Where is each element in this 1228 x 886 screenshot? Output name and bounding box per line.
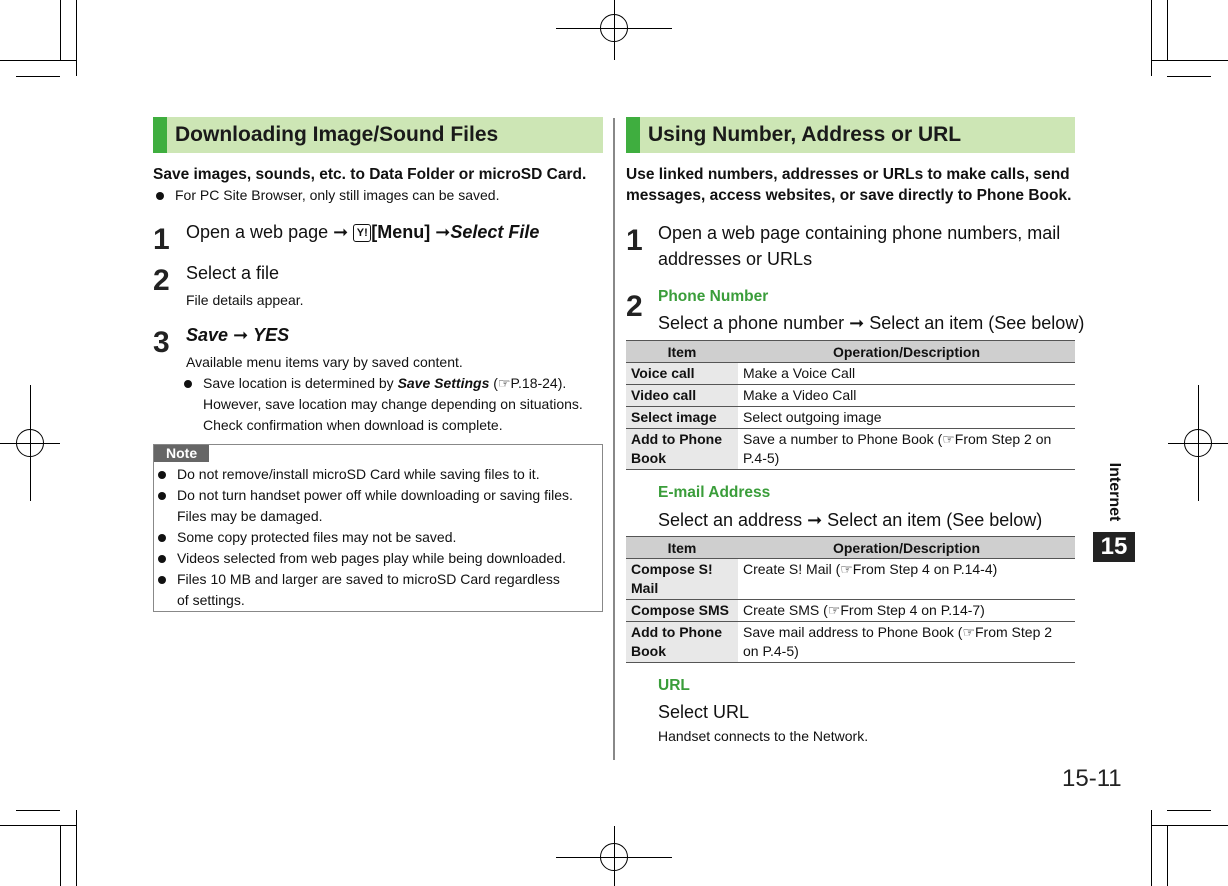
note-item: Do not turn handset power off while downloading or saving files.: [155, 485, 595, 506]
step-number-1: 1: [153, 223, 170, 256]
crop-mark: [1151, 825, 1228, 826]
crosshair: [1198, 385, 1199, 501]
crop-mark: [1151, 60, 1228, 61]
url-label: URL: [658, 677, 690, 694]
crop-mark: [1151, 0, 1152, 76]
crop-mark: [16, 76, 60, 77]
crop-mark: [0, 60, 76, 61]
note-item: Some copy protected files may not be saved.: [155, 527, 595, 548]
phone-number-text: Select a phone number ➞ Select an item (See below): [658, 313, 1085, 333]
note-item: Files 10 MB and larger are saved to microSD Card regardless of settings.: [155, 569, 575, 611]
step-3-text: Save ➞ YES: [186, 325, 290, 345]
table-row: Compose S! Mail Create S! Mail (☞From Step 4 on P.14-4): [626, 559, 1075, 600]
arrow-icon: ➞: [233, 325, 249, 345]
crosshair: [614, 826, 615, 886]
crop-mark: [76, 0, 77, 76]
arrow-icon: ➞: [435, 222, 451, 242]
crosshair: [30, 385, 31, 501]
lead-bullet: For PC Site Browser, only still images can be saved.: [153, 185, 603, 206]
note-item-continued: Files may be damaged.: [177, 508, 323, 524]
step-number-2: 2: [153, 264, 170, 297]
phone-number-table: Item Operation/Description Voice call Make a Voice Call Video call Make a Video Call Select image Select outgoing image Add to Phone Book Save a number to Phone Book (☞From Step 2 on P.4-5): [626, 340, 1075, 470]
section-lead: Save images, sounds, etc. to Data Folder or microSD Card.: [153, 166, 587, 183]
table-row: Video call Make a Video Call: [626, 385, 1075, 407]
step-number-2: 2: [626, 290, 643, 323]
crosshair: [614, 0, 615, 60]
email-address-label: E-mail Address: [658, 484, 771, 501]
crop-mark: [60, 0, 61, 60]
crop-mark: [0, 825, 76, 826]
crop-mark: [1167, 810, 1211, 811]
step-1-text: Open a web page containing phone numbers, mail addresses or URLs: [658, 223, 1061, 269]
column-divider: [613, 118, 615, 760]
table-row: Add to Phone Book Save a number to Phone Book (☞From Step 2 on P.4-5): [626, 429, 1075, 470]
step-1-text: Open a web page ➞ Y! [Menu] ➞Select File: [186, 222, 540, 242]
step-2-sub: File details appear.: [186, 292, 304, 308]
yahoo-key-icon: Y!: [353, 224, 371, 242]
page-number: 15-11: [1062, 765, 1122, 792]
crop-mark: [16, 810, 60, 811]
note-label: Note: [154, 445, 209, 462]
section-lead: Use linked numbers, addresses or URLs to make calls, send messages, access websites, or save directly to Phone Book.: [626, 166, 1072, 204]
url-text: Select URL: [658, 702, 750, 722]
email-address-table: Item Operation/Description Compose S! Mail Create S! Mail (☞From Step 4 on P.14-4) Compose SMS Create SMS (☞From Step 4 on P.14-7) Add to Phone Book Save mail address to Phone Book (☞From Step 2 on P.4-5): [626, 536, 1075, 663]
crop-mark: [1167, 826, 1168, 886]
chapter-number: 15: [1093, 532, 1135, 562]
section-title-using-number: Using Number, Address or URL: [626, 117, 1075, 153]
arrow-icon: ➞: [333, 222, 349, 242]
table-row: Voice call Make a Voice Call: [626, 363, 1075, 385]
step-number-3: 3: [153, 326, 170, 359]
note-item: Videos selected from web pages play while being downloaded.: [155, 548, 595, 569]
section-title-downloading: Downloading Image/Sound Files: [153, 117, 603, 153]
table-row: Compose SMS Create SMS (☞From Step 4 on P.14-7): [626, 600, 1075, 622]
table-row: Add to Phone Book Save mail address to Phone Book (☞From Step 2 on P.4-5): [626, 622, 1075, 663]
step-number-1: 1: [626, 224, 643, 257]
step-3-bullet: Save location is determined by Save Settings (☞P.18-24). However, save location may change depending on situations. Check confirmation when download is complete.: [181, 373, 605, 436]
note-item: Do not remove/install microSD Card while saving files to it.: [155, 464, 595, 485]
email-address-text: Select an address ➞ Select an item (See below): [658, 510, 1043, 530]
step-3-sub: Available menu items vary by saved content.: [186, 354, 463, 370]
crop-mark: [1151, 810, 1152, 886]
chapter-tab: [1102, 455, 1128, 530]
crop-mark: [1167, 0, 1168, 60]
crop-mark: [76, 810, 77, 886]
table-row: Select image Select outgoing image: [626, 407, 1075, 429]
phone-number-label: Phone Number: [658, 288, 769, 305]
crop-mark: [1167, 76, 1211, 77]
url-sub: Handset connects to the Network.: [658, 728, 869, 744]
crop-mark: [60, 826, 61, 886]
step-2-text: Select a file: [186, 263, 280, 283]
chapter-tab-label: Internet: [1106, 462, 1123, 522]
